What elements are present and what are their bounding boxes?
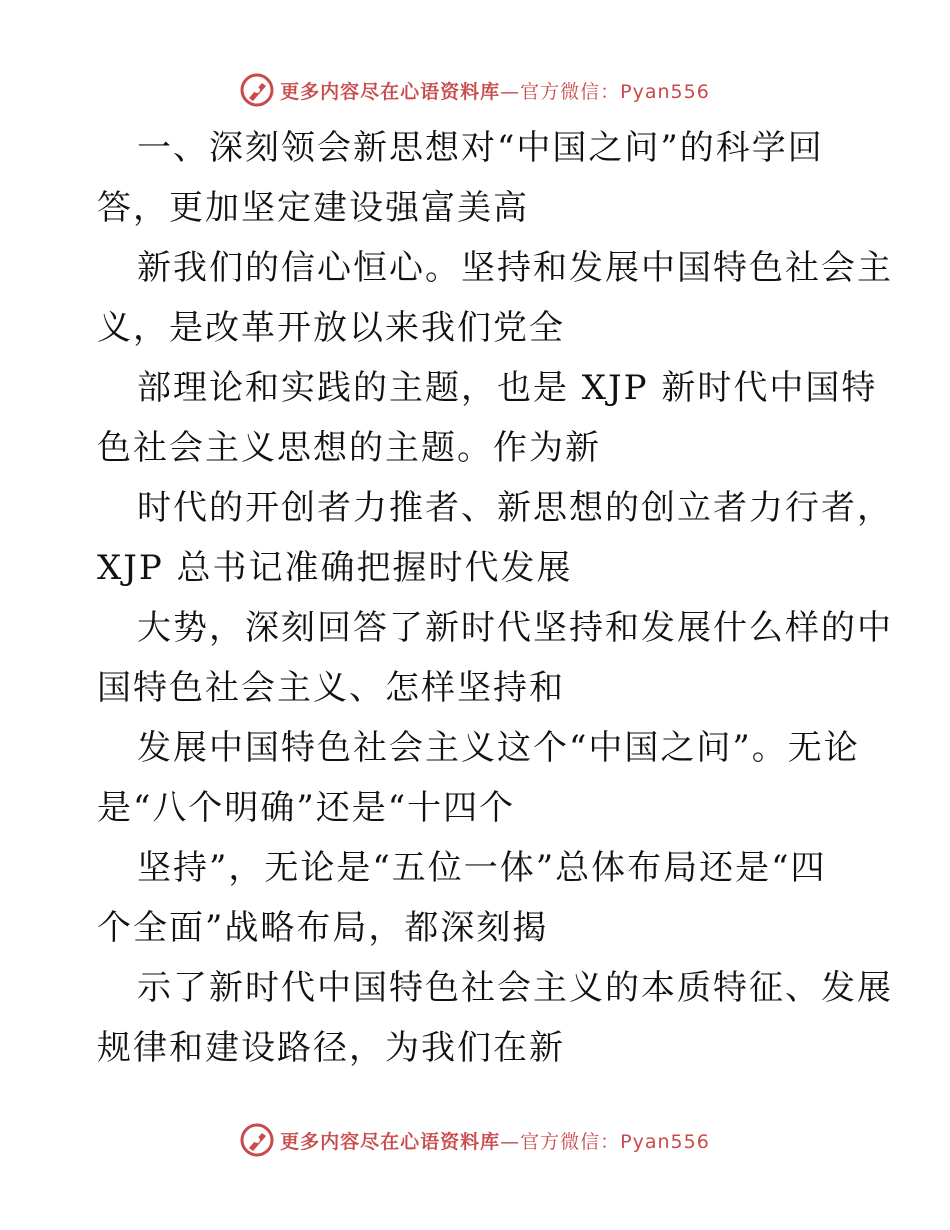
body-line: 部理论和实践的主题，也是 XJP 新时代中国特 xyxy=(137,368,878,408)
body-line: 个全面”战略布局，都深刻揭 xyxy=(97,908,549,948)
document-body xyxy=(97,118,893,1078)
header-banner-main: 更多内容尽在心语资料库 xyxy=(280,80,501,103)
header-banner-wechat: 官方微信：Pyan556 xyxy=(520,80,710,103)
body-line: 色社会主义思想的主题。作为新 xyxy=(97,428,601,468)
body-line: 坚持”，无论是“五位一体”总体布局还是“四 xyxy=(137,848,827,888)
footer-banner-main: 更多内容尽在心语资料库 xyxy=(280,1130,501,1153)
pen-logo-icon xyxy=(240,73,274,107)
body-line: 示了新时代中国特色社会主义的本质特征、发展 xyxy=(137,968,893,1008)
body-line: 大势，深刻回答了新时代坚持和发展什么样的中 xyxy=(137,608,893,648)
body-line: XJP 总书记准确把握时代发展 xyxy=(97,548,573,588)
footer-banner-text xyxy=(280,1127,710,1154)
body-line: 发展中国特色社会主义这个“中国之问”。无论 xyxy=(137,728,860,768)
header-banner-text xyxy=(280,77,710,104)
body-line: 新我们的信心恒心。坚持和发展中国特色社会主 xyxy=(137,248,893,288)
footer-banner-wechat: 官方微信：Pyan556 xyxy=(520,1130,710,1153)
body-line: 国特色社会主义、怎样坚持和 xyxy=(97,668,565,708)
body-line: 是“八个明确”还是“十四个 xyxy=(97,788,516,828)
footer-banner xyxy=(0,1120,950,1160)
body-line: 答，更加坚定建设强富美高 xyxy=(97,188,529,228)
body-line: 时代的开创者力推者、新思想的创立者力行者， xyxy=(137,488,893,528)
body-line: 规律和建设路径，为我们在新 xyxy=(97,1028,565,1068)
body-line: 义，是改革开放以来我们党全 xyxy=(97,308,565,348)
body-line: 一、深刻领会新思想对“中国之问”的科学回 xyxy=(137,128,824,168)
pen-logo-icon xyxy=(240,1123,274,1157)
header-banner-separator: — xyxy=(500,80,521,103)
footer-banner-separator: — xyxy=(500,1130,521,1153)
header-banner xyxy=(0,70,950,110)
